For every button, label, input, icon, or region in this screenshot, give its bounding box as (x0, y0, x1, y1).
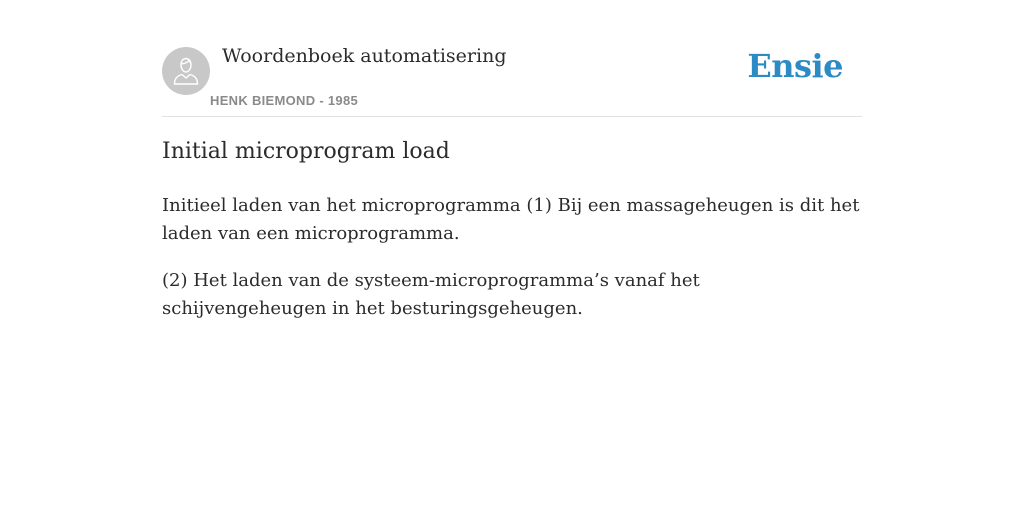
entry-header (162, 0, 862, 117)
author-line (210, 93, 358, 108)
author-name[interactable]: HENK BIEMOND (210, 93, 316, 108)
user-icon (172, 56, 200, 86)
definition-paragraph: (2) Het laden van de systeem-microprogramma’s vanaf het schijvengeheugen in het besturingsgeheugen. (162, 270, 700, 319)
book-title[interactable]: Woordenboek automatisering (222, 45, 507, 67)
brand-logo[interactable]: Ensie (747, 47, 843, 85)
page-container (162, 0, 862, 319)
publication-year: 1985 (327, 93, 359, 108)
author-avatar[interactable] (162, 47, 210, 95)
author-year-separator: - (315, 93, 328, 108)
entry-title: Initial microprogram load (162, 139, 450, 164)
definition-paragraph: Initieel laden van het microprogramma (1) Bij een massageheugen is dit het laden van een microprogramma. (162, 195, 860, 244)
